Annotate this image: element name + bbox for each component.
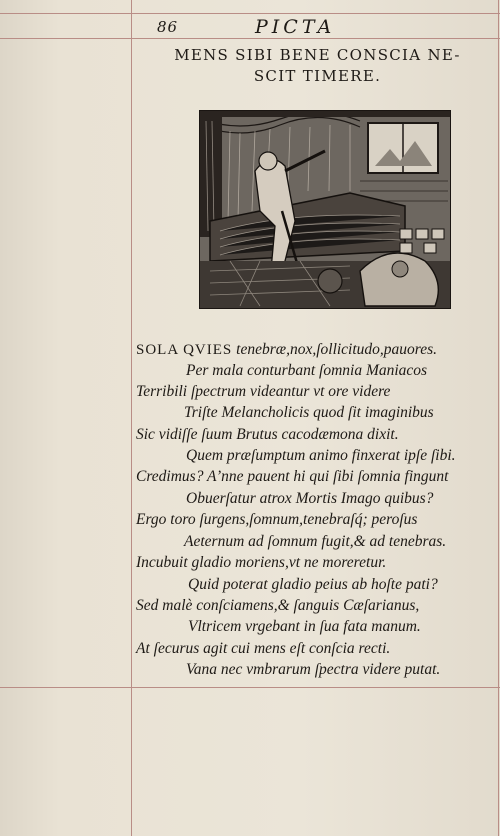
- emblem-motto-line-1: MENS SIBI BENE CONSCIA NE-: [174, 46, 461, 64]
- poem-line-13: Sed malè conſciamens,& ſanguis Cæſarianus,: [136, 597, 420, 614]
- margin-rule-left: [131, 0, 132, 836]
- poem-line-12: Quid poterat gladio peius ab hoſte pati?: [188, 576, 438, 593]
- poem-line-14: Vltricem vrgebant in ſua fata manum.: [188, 618, 421, 635]
- page-number: 86: [157, 18, 179, 36]
- emblem-motto-line-2: SCIT TIMERE.: [253, 67, 382, 85]
- poem-line-1-text: tenebræ,nox,ſollicitudo,pauores.: [232, 341, 438, 358]
- margin-rule-top: [0, 13, 500, 14]
- poem-line-8: Obuerſatur atrox Mortis Imago quibus?: [186, 490, 434, 507]
- poem-line-6: Quem præſumptum animo finxerat ipſe ſibi.: [186, 447, 456, 464]
- poem-line-7: Credimus? A’nne pauent hi qui ſibi ſomnia fingunt: [136, 468, 449, 485]
- woodcut-brutus-image: [200, 111, 450, 308]
- poem-line-5: Sic vidiſſe ſuum Brutus cacodæmona dixit.: [136, 426, 399, 443]
- poem-line-15: At ſecurus agit cui mens eſt conſcia recti.: [136, 640, 391, 657]
- woodcut-illustration: [199, 110, 451, 309]
- poem-line-10: Aeternum ad ſomnum fugit,& ad tenebras.: [184, 533, 447, 550]
- poem-line-11: Incubuit gladio moriens,vt ne moreretur.: [136, 554, 387, 571]
- margin-rule-bottom: [0, 687, 500, 688]
- poem-line-1: [136, 342, 437, 358]
- running-title: PICTA: [255, 16, 336, 38]
- poem-line-3: Terribili ſpectrum videantur vt ore videre: [136, 383, 391, 400]
- poem-opening-caps: SOLA QVIES: [136, 342, 233, 358]
- poem-line-4: Triſte Melancholicis quod ſit imaginibus: [184, 404, 434, 421]
- poem-line-9: Ergo toro ſurgens,ſomnum,tenebraſq́; peroſus: [136, 511, 418, 528]
- poem-line-16: Vana nec vmbrarum ſpectra videre putat.: [186, 661, 441, 678]
- margin-rule-header: [0, 38, 500, 39]
- poem-line-2: Per mala conturbant ſomnia Maniacos: [186, 362, 428, 379]
- margin-rule-right: [498, 0, 499, 836]
